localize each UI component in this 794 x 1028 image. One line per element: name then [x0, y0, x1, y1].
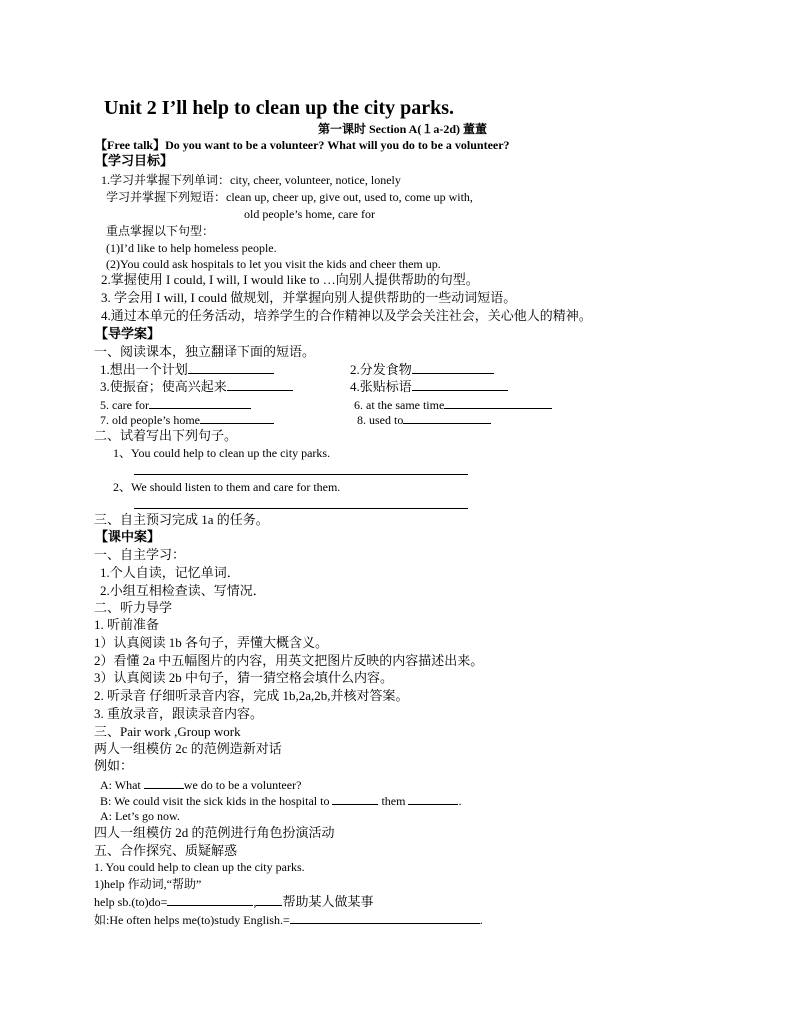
read-step-2: 2）看懂 2a 中五幅图片的内容，用英文把图片反映的内容描述出来。 [94, 653, 484, 668]
sentence-2-answer-line[interactable] [134, 508, 468, 509]
dialog-line-a1 [100, 776, 301, 793]
phrase-answer-blank[interactable] [200, 411, 274, 424]
phrase-answer-blank[interactable] [227, 378, 293, 391]
dialog-text: . [458, 794, 462, 808]
phrase-prompt: 6. at the same time [354, 398, 445, 412]
sentence-1-answer-line[interactable] [134, 474, 468, 475]
in-class-part2: 二、听力导学 [94, 600, 173, 615]
dialog-answer-blank[interactable] [332, 792, 378, 805]
phrase-item [100, 361, 274, 378]
example-label: 例如： [94, 758, 134, 773]
dialog-text: them [378, 794, 409, 808]
goals-phrases-1: 学习并掌握下列短语：clean up, cheer up, give out, used to, come up with, [106, 190, 473, 204]
dialog-text: A: What [100, 778, 144, 792]
dialog-answer-blank[interactable] [408, 792, 458, 805]
free-talk: 【Free talk】Do you want to be a volunteer? What will you do to be a volunteer? [95, 138, 510, 152]
phrase-prompt: 8. used to [357, 413, 404, 427]
goals-pattern-1: (1)I’d like to help homeless people. [106, 241, 277, 255]
in-class-header: 【课中案】 [95, 529, 161, 544]
phrase-prompt: 3.使振奋；使高兴起来 [100, 379, 227, 394]
page-subtitle: 第一课时 Section A(１a-2d) 董董 [318, 122, 487, 136]
phrase-prompt: 5. care for [100, 398, 149, 412]
phrase-item [350, 361, 494, 378]
phrase-prompt: 1.想出一个计划 [100, 362, 188, 377]
goals-item-4: 4.通过本单元的任务活动，培养学生的合作精神以及学会关注社会，关心他人的精神。 [101, 308, 592, 323]
example-answer-blank[interactable] [290, 911, 480, 924]
listen-step-2: 2. 听录音 仔细听录音内容，完成 1b,2a,2b,并核对答案。 [94, 688, 409, 703]
usage-text: 帮助某人做某事 [282, 894, 374, 909]
usage-text: help sb.(to)do= [94, 895, 168, 909]
listen-step-3: 3. 重放录音，跟读录音内容。 [94, 706, 264, 721]
goals-pattern-2: (2)You could ask hospitals to let you visit the kids and cheer them up. [106, 257, 441, 271]
phrase-answer-blank[interactable] [412, 378, 508, 391]
goals-words: 1.学习并掌握下列单词：city, cheer, volunteer, notice, lonely [101, 173, 401, 187]
phrase-answer-blank[interactable] [149, 396, 251, 409]
read-step-1: 1）认真阅读 1b 各句子，弄懂大概含义。 [94, 635, 329, 650]
dialog-answer-blank[interactable] [144, 776, 184, 789]
usage-answer-blank[interactable] [167, 893, 253, 906]
goals-item-3: 3. 学会用 I will, I could 做规划，并掌握向别人提供帮助的一些动词短语。 [101, 290, 517, 305]
phrase-item [350, 378, 508, 395]
page-title: Unit 2 I’ll help to clean up the city parks. [104, 97, 455, 119]
in-class-part3: 三、Pair work ,Group work [94, 724, 241, 739]
phrase-item [100, 411, 274, 428]
guide-header: 【导学案】 [95, 326, 161, 341]
dialog-line-a2: A: Let’s go now. [100, 809, 180, 823]
group-work-description: 四人一组模仿 2d 的范例进行角色扮演活动 [94, 825, 335, 840]
dialog-text: B: We could visit the sick kids in the hospital to [100, 794, 333, 808]
guide-part1: 一、阅读课本，独立翻译下面的短语。 [94, 344, 316, 359]
usage-answer-blank[interactable] [256, 893, 282, 906]
example-text: 如:He often helps me(to)study English.= [94, 913, 290, 927]
example-line [94, 911, 483, 928]
guide-part2: 二、试着写出下列句子。 [94, 428, 238, 443]
dialog-text: we do to be a volunteer? [183, 778, 302, 792]
goals-patterns: 重点掌握以下句型： [106, 224, 215, 238]
phrase-prompt: 7. old people’s home [100, 413, 200, 427]
usage-line [94, 893, 373, 910]
goals-phrases-2: old people’s home, care for [244, 207, 375, 221]
example-text: . [479, 913, 483, 927]
in-class-step-1: 1.个人自读，记忆单词． [100, 565, 240, 580]
phrase-answer-blank[interactable] [412, 361, 494, 374]
phrase-prompt: 4.张贴标语 [350, 379, 412, 394]
sentence-1: 1、You could help to clean up the city parks. [113, 446, 331, 460]
pair-work-description: 两人一组模仿 2c 的范例造新对话 [94, 741, 282, 756]
guide-part3: 三、自主预习完成 1a 的任务。 [94, 512, 269, 527]
dialog-line-b [100, 792, 461, 809]
listen-step-1: 1. 听前准备 [94, 617, 160, 632]
phrase-item [357, 411, 491, 428]
phrase-answer-blank[interactable] [403, 411, 491, 424]
phrase-answer-blank[interactable] [444, 396, 552, 409]
in-class-step-2: 2.小组互相检查读、写情况． [100, 583, 266, 598]
sentence-2: 2、We should listen to them and care for them. [113, 480, 341, 494]
study-point-1a: 1)help 作动词,“帮助” [94, 877, 202, 891]
phrase-answer-blank[interactable] [188, 361, 274, 374]
phrase-item [100, 378, 293, 395]
usage-text: , [253, 895, 257, 909]
phrase-prompt: 2.分发食物 [350, 362, 412, 377]
study-point-1: 1. You could help to clean up the city parks. [94, 860, 305, 874]
in-class-part5: 五、合作探究、质疑解惑 [94, 843, 238, 858]
in-class-part1: 一、自主学习： [94, 547, 186, 562]
read-step-3: 3）认真阅读 2b 中句子，猜一猜空格会填什么内容。 [94, 670, 394, 685]
goals-item-2: 2.掌握使用 I could, I will, I would like to …向别人提供帮助的句型。 [101, 272, 479, 287]
goals-header: 【学习目标】 [95, 153, 174, 168]
